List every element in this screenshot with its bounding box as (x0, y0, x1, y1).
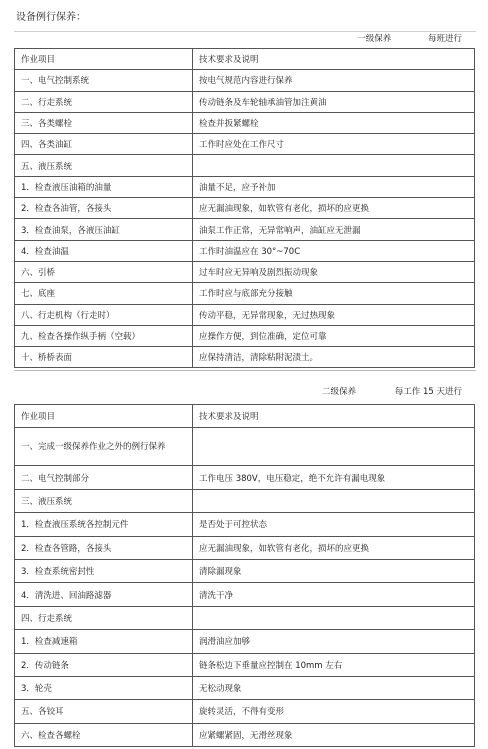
cell-item: 2．检查各油管，各接头 (15, 198, 193, 219)
cell-requirement: 过车时应无异响及剧烈振动现象 (193, 261, 475, 282)
table-row (15, 219, 475, 240)
table-row (15, 723, 475, 746)
cell-item: 4．检查油温 (15, 240, 193, 261)
section2-subtitle (14, 380, 476, 404)
table-row (15, 91, 475, 112)
cell-requirement: 按电气规范内容进行保养 (193, 70, 475, 91)
table-row (15, 536, 475, 559)
cell-requirement: 检查并扳紧螺栓 (193, 112, 475, 133)
cell-requirement: 工作电压 380V，电压稳定，绝不允许有漏电现象 (193, 466, 475, 489)
cell-item: 四、行走系统 (15, 606, 193, 629)
cell-item: 一、电气控制系统 (15, 70, 193, 91)
cell-item: 六、检查各螺栓 (15, 723, 193, 746)
cell-item: 七、底座 (15, 283, 193, 304)
table-row (15, 240, 475, 261)
table-row (15, 583, 475, 606)
table-row (15, 428, 475, 466)
table-row (15, 466, 475, 489)
cell-requirement: 应保持清洁，清除粘附泥渍土。 (193, 347, 475, 368)
maintenance-table-level2 (14, 404, 475, 747)
header-requirement: 技术要求及说明 (193, 405, 475, 428)
cell-item: 2．检查各管路，各接头 (15, 536, 193, 559)
table-row (15, 261, 475, 282)
cell-item: 四、各类油缸 (15, 134, 193, 155)
header-item: 作业项目 (15, 405, 193, 428)
table-row (15, 606, 475, 629)
cell-requirement: 是否处于可控状态 (193, 513, 475, 536)
cell-item: 九、检查各操作纵手柄（空载） (15, 325, 193, 346)
cell-item: 三、液压系统 (15, 489, 193, 512)
table-row (15, 653, 475, 676)
table-row (15, 676, 475, 699)
table-row (15, 283, 475, 304)
cell-item: 3．轮壳 (15, 676, 193, 699)
cell-item: 八、行走机构（行走时） (15, 304, 193, 325)
table-row (15, 304, 475, 325)
cell-requirement: 链条松边下垂量应控制在 10mm 左右 (193, 653, 475, 676)
cell-requirement: 工作时应处在工作尺寸 (193, 134, 475, 155)
section1-level: 一级保养 (357, 34, 392, 44)
page-title: 设备例行保养： (14, 4, 476, 32)
cell-requirement: 应操作方便，到位准确，定位可靠 (193, 325, 475, 346)
section2-level: 二级保养 (322, 387, 357, 397)
cell-requirement: 应无漏油现象，如软管有老化，损坏的应更换 (193, 198, 475, 219)
cell-item: 2．传动链条 (15, 653, 193, 676)
cell-item: 3．检查系统密封性 (15, 559, 193, 582)
cell-requirement: 清除漏现象 (193, 559, 475, 582)
table-row (15, 513, 475, 536)
cell-item: 五、各铰耳 (15, 700, 193, 723)
cell-item: 4．清洗进、回油路滤器 (15, 583, 193, 606)
table-header-row (15, 49, 475, 70)
cell-item: 1．检查减速箱 (15, 630, 193, 653)
table-row (15, 559, 475, 582)
cell-requirement: 无松动现象 (193, 676, 475, 699)
cell-item: 二、电气控制部分 (15, 466, 193, 489)
cell-item: 1．检查液压系统各控制元件 (15, 513, 193, 536)
table-row (15, 134, 475, 155)
table-row (15, 70, 475, 91)
cell-requirement: 传动平稳，无异常现象，无过热现象 (193, 304, 475, 325)
section2-cycle: 每工作 15 天进行 (394, 387, 462, 397)
table-row (15, 176, 475, 197)
cell-item: 五、液压系统 (15, 155, 193, 176)
section-divider (14, 370, 476, 375)
cell-requirement: 旋转灵活，不得有变形 (193, 700, 475, 723)
cell-requirement: 工作时油温应在 30°~70C (193, 240, 475, 261)
cell-requirement (193, 489, 475, 512)
cell-requirement: 工作时应与底部充分接触 (193, 283, 475, 304)
maintenance-table-level1 (14, 48, 475, 368)
cell-requirement (193, 606, 475, 629)
section1-cycle: 每班进行 (427, 34, 462, 44)
cell-item: 1．检查液压油箱的油量 (15, 176, 193, 197)
cell-requirement: 油泵工作正常，无异常响声，油缸应无泄漏 (193, 219, 475, 240)
table-row (15, 155, 475, 176)
cell-item: 三、各类螺栓 (15, 112, 193, 133)
table-row (15, 489, 475, 512)
header-requirement: 技术要求及说明 (193, 49, 475, 70)
table-row (15, 112, 475, 133)
cell-requirement: 应紧螺紧固，无滑丝现象 (193, 723, 475, 746)
table-row (15, 700, 475, 723)
table-row (15, 347, 475, 368)
section1-subtitle (14, 30, 476, 48)
cell-requirement: 应无漏油现象，如软管有老化，损坏的应更换 (193, 536, 475, 559)
cell-requirement: 传动链条及车轮轴承油管加注黄油 (193, 91, 475, 112)
cell-item: 3．检查油泵，各液压油缸 (15, 219, 193, 240)
cell-requirement: 润滑油应加够 (193, 630, 475, 653)
table-row (15, 630, 475, 653)
table-row (15, 325, 475, 346)
cell-requirement: 清洗干净 (193, 583, 475, 606)
cell-requirement: 油量不足，应予补加 (193, 176, 475, 197)
cell-item: 二、行走系统 (15, 91, 193, 112)
header-item: 作业项目 (15, 49, 193, 70)
cell-item: 六、引桥 (15, 261, 193, 282)
table-header-row (15, 405, 475, 428)
cell-requirement (193, 428, 475, 466)
table-row (15, 198, 475, 219)
cell-item: 十、桥桥表面 (15, 347, 193, 368)
cell-requirement (193, 155, 475, 176)
cell-item: 一、完成一级保养作业之外的例行保养 (15, 428, 193, 466)
